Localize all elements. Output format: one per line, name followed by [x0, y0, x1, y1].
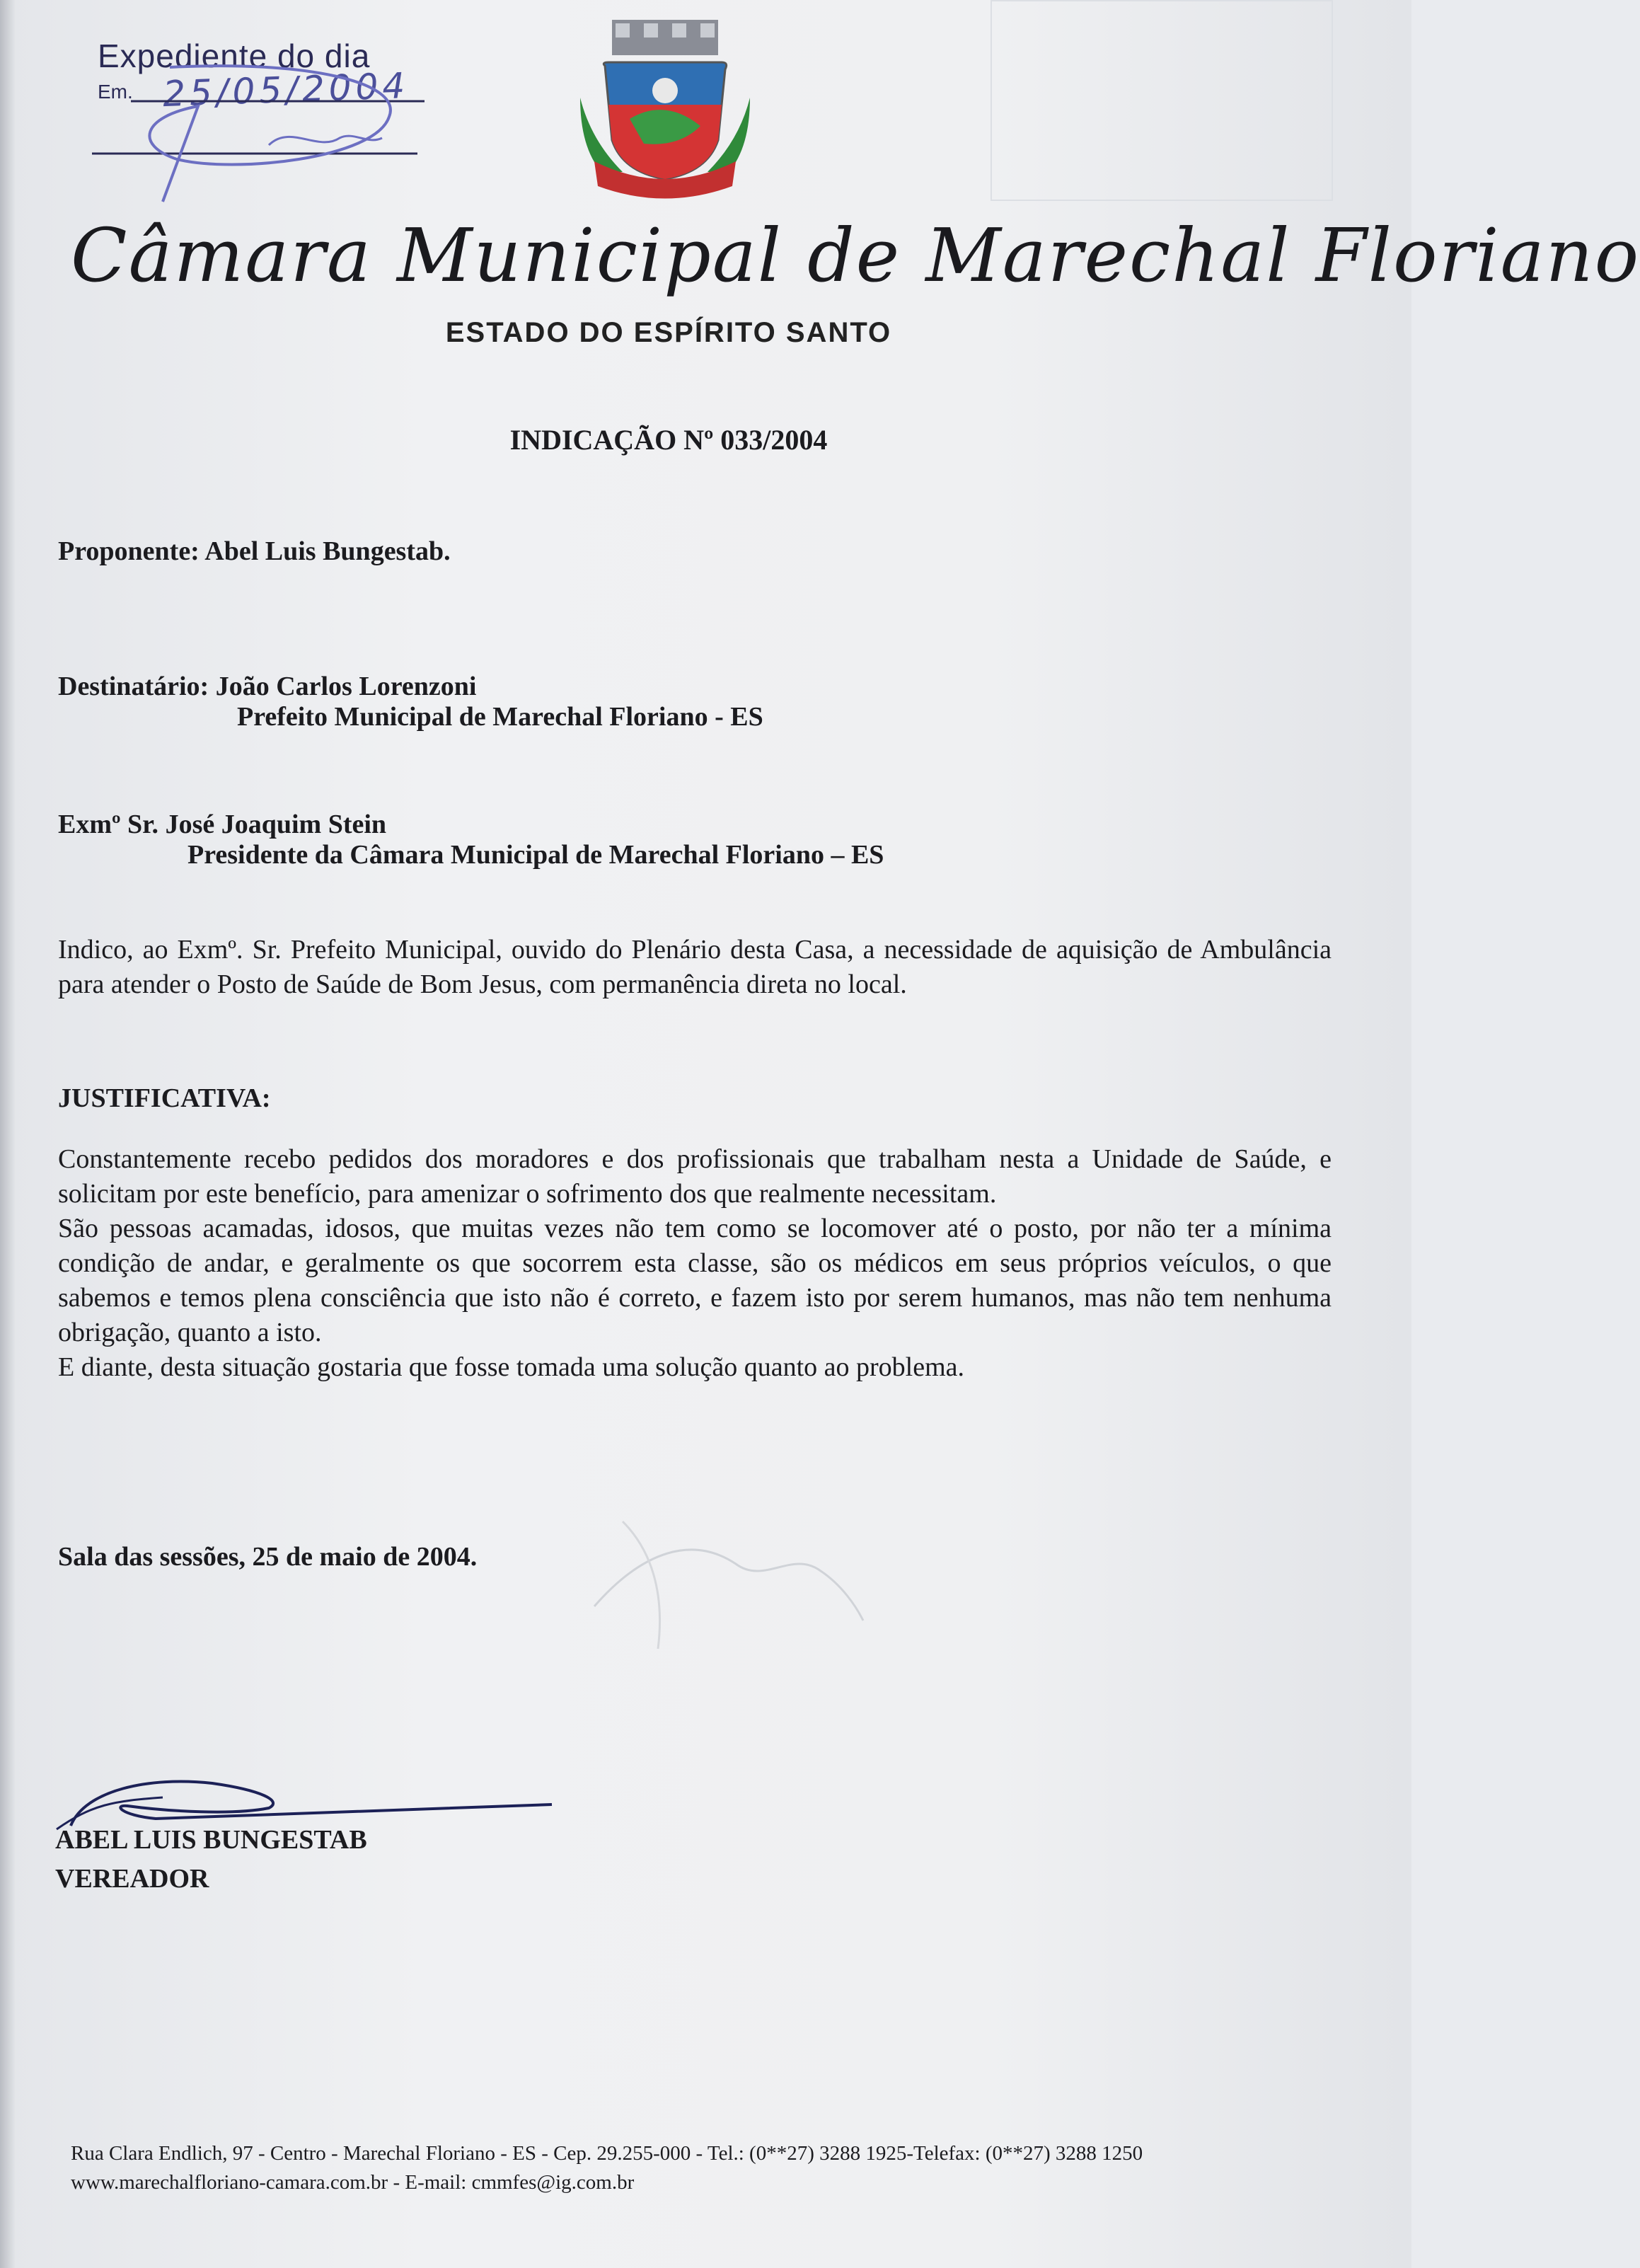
proponente-name: Abel Luis Bungestab. — [204, 536, 451, 566]
proponente-label: Proponente: — [58, 536, 200, 566]
justificativa-paragraph-3: E diante, desta situação gostaria que fosse tomada uma solução quanto ao problema. — [58, 1352, 965, 1382]
institution-title: Câmara Municipal de Marechal Floriano — [71, 212, 1640, 299]
justificativa-paragraph-1: Constantemente recebo pedidos dos moradores e dos profissionais que trabalham nesta a Unidade de Saúde, e solicitam por este benefício, para amenizar o sofrimento dos que realmente necessitam. — [58, 1144, 1332, 1209]
footer-address: Rua Clara Endlich, 97 - Centro - Marechal Floriano - ES - Cep. 29.255-000 - Tel.: (0**27) 3288 1925-Telefax: (0**27) 3288 1250 — [71, 2142, 1143, 2165]
indicacao-title: INDICAÇÃO Nº 033/2004 — [509, 424, 828, 456]
stamp-em-label: Em. — [98, 81, 133, 103]
stamp-scribble-icon — [92, 39, 460, 209]
stamp-date: 25/05/2004 — [162, 64, 410, 115]
state-name: ESTADO DO ESPÍRITO SANTO — [445, 317, 892, 348]
exmo-label: Exmº Sr. — [58, 810, 159, 839]
stamp-title: Expediente do dia — [98, 38, 371, 74]
bleed-through-box — [991, 0, 1333, 201]
exmo-role: Presidente da Câmara Municipal de Marechal Floriano – ES — [187, 840, 884, 870]
destinatario-line — [58, 671, 476, 702]
footer-contact: www.marechalfloriano-camara.com.br - E-mail: cmmfes@ig.com.br — [71, 2171, 635, 2194]
exmo-name: José Joaquim Stein — [165, 810, 387, 839]
indico-paragraph: Indico, ao Exmº. Sr. Prefeito Municipal, ouvido do Plenário desta Casa, a necessidade de aquisição de Ambulância para atender o Posto de Saúde de Bom Jesus, com permanência direta no local. — [58, 935, 1332, 999]
destinatario-label: Destinatário: — [58, 672, 209, 701]
destinatario-role: Prefeito Municipal de Marechal Floriano - ES — [237, 702, 763, 732]
justificativa-heading: JUSTIFICATIVA: — [58, 1083, 271, 1113]
exmo-line — [58, 809, 386, 840]
justificativa-body — [58, 1142, 1332, 1385]
sala-sessoes: Sala das sessões, 25 de maio de 2004. — [58, 1542, 478, 1572]
signatory-name: ABEL LUIS BUNGESTAB — [55, 1825, 367, 1855]
destinatario-name: João Carlos Lorenzoni — [215, 672, 477, 701]
justificativa-paragraph-2: São pessoas acamadas, idosos, que muitas vezes não tem como se locomover até o posto, por não ter a mínima condição de andar, e geralmente os que socorrem esta classe, são os médicos em seus próprios veículos, o que sabemos e temos plena consciência que isto não é correto, e fazem isto por serem humanos, mas não tem nenhuma obrigação, quanto a isto. — [58, 1214, 1332, 1347]
proponente-line — [58, 536, 451, 567]
municipal-crest-icon — [580, 20, 750, 204]
bleed-through-signature-icon — [580, 1507, 877, 1663]
signatory-role: VEREADOR — [55, 1864, 209, 1894]
